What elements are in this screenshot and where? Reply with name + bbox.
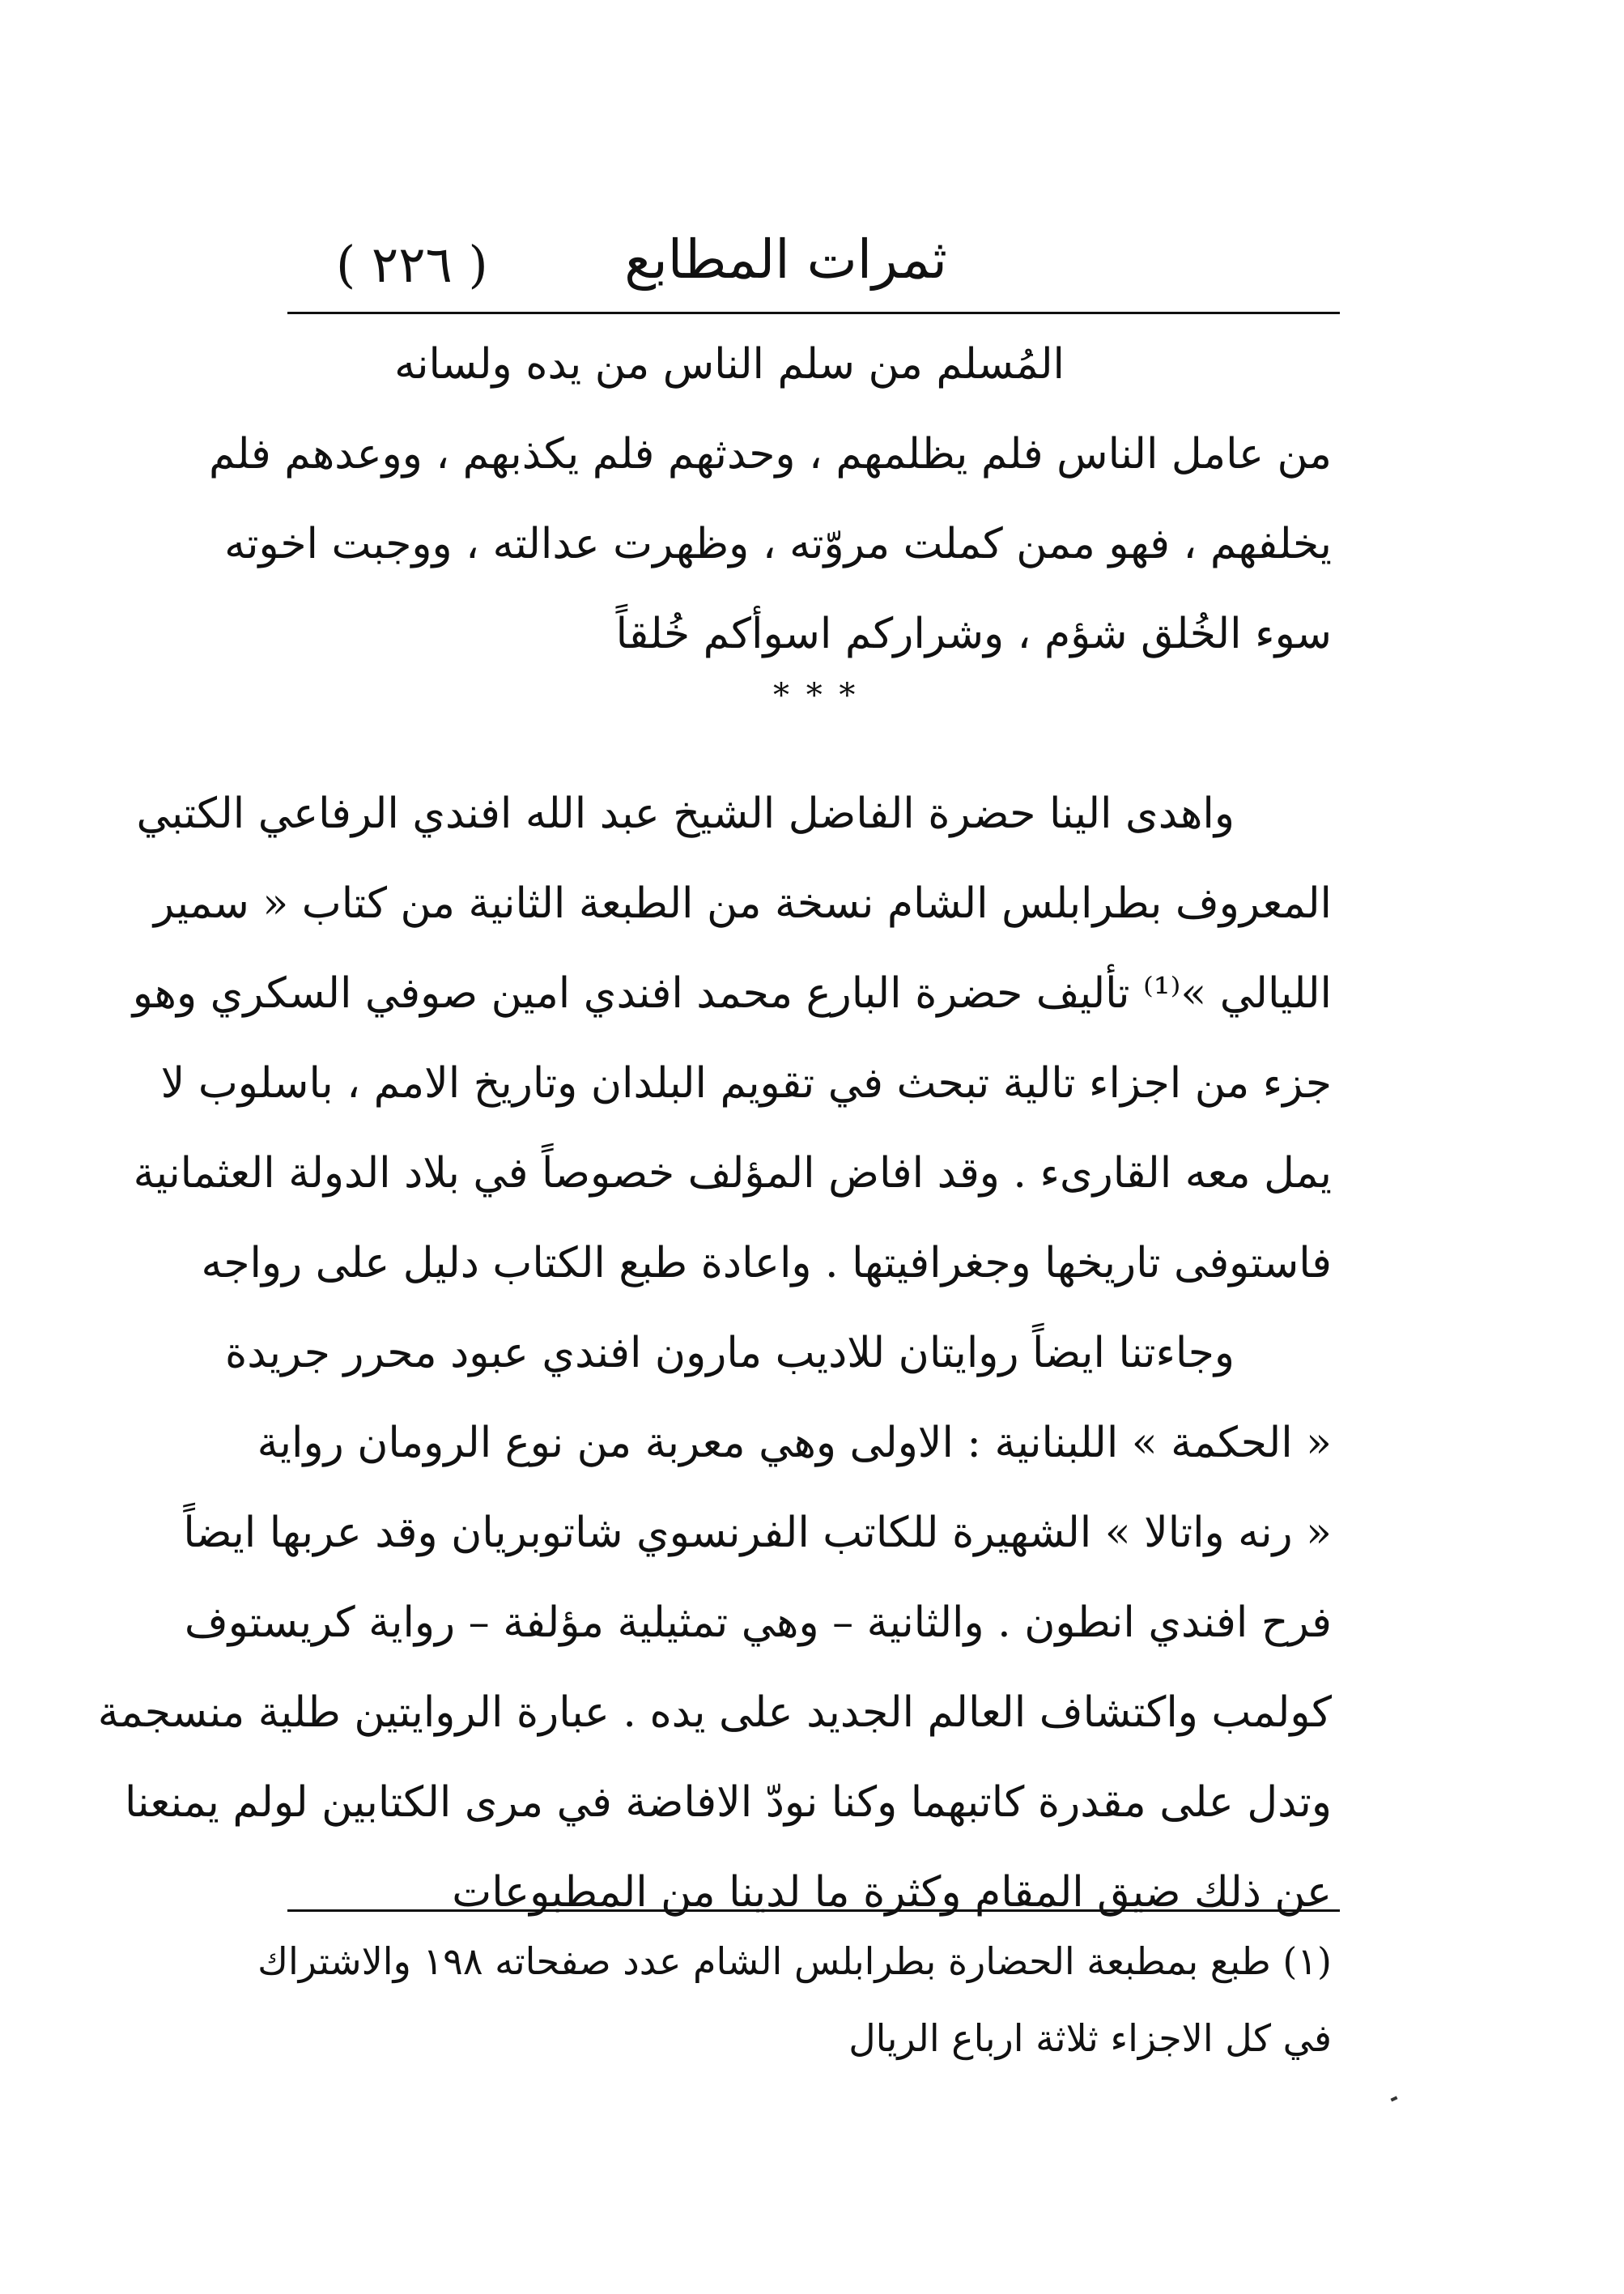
page-header — [287, 219, 1336, 308]
text-line: « رنه واتالا » الشهيرة للكاتب الفرنسوي شاتوبريان وقد عربها ايضاً — [183, 1509, 1332, 1557]
paragraph-2 — [97, 1309, 1332, 1938]
text-line: واهدى الينا حضرة الفاضل الشيخ عبد الله افندي الرفاعي الكتبي — [136, 789, 1235, 838]
footnote-rule — [287, 1909, 1340, 1912]
text-line: المعروف بطرابلس الشام نسخة من الطبعة الثانية من كتاب « سمير — [153, 879, 1332, 928]
footnote-line: (١) طبع بمطبعة الحضارة بطرابلس الشام عدد صفحاته ١٩٨ والاشتراك — [257, 1939, 1332, 1983]
asterism-glyphs: * * * — [773, 677, 859, 714]
verse-line: المُسلم من سلم الناس من يده ولسانه — [394, 340, 1065, 389]
scan-speck — [1391, 2096, 1398, 2101]
verse-line: من عامل الناس فلم يظلمهم ، وحدثهم فلم يكذبهم ، ووعدهم فلم — [209, 430, 1332, 479]
text-line: فرح افندي انطون . والثانية – وهي تمثيلية مؤلفة – رواية كريستوف — [184, 1598, 1332, 1647]
text-line: فاستوفى تاريخها وجغرافيتها . واعادة طبع الكتاب دليل على رواجه — [201, 1239, 1332, 1287]
verse-line: يخلفهم ، فهو ممن كملت مروّته ، وظهرت عدالته ، ووجبت اخوته — [224, 520, 1332, 568]
text-line: وتدل على مقدرة كاتبهما وكنا نودّ الافاضة في مرى الكتابين لولم يمنعنا — [125, 1778, 1332, 1827]
page-number: ( ٢٢٦ ) — [336, 235, 488, 294]
text-line: الليالي »⁽¹⁾ تأليف حضرة البارع محمد افندي امين صوفي السكري وهو — [132, 969, 1332, 1018]
running-title: ثمرات المطابع — [624, 228, 947, 291]
text-line: وجاءتنا ايضاً روايتان للاديب مارون افندي عبود محرر جريدة — [225, 1329, 1235, 1377]
header-rule — [287, 312, 1340, 314]
page-body — [97, 320, 1332, 1938]
verse-line: سوء الخُلق شؤم ، وشراركم اسوأكم خُلقاً — [615, 610, 1332, 658]
footnote-line: في كل الاجزاء ثلاثة ارباع الريال — [848, 2016, 1332, 2060]
paragraph-1 — [132, 769, 1332, 1309]
text-line: عن ذلك ضيق المقام وكثرة ما لدينا من المطبوعات — [452, 1868, 1332, 1917]
section-asterism — [275, 679, 1332, 769]
text-line: « الحكمة » اللبنانية : الاولى وهي معربة من نوع الرومان رواية — [257, 1419, 1332, 1467]
text-line: يمل معه القارىء . وقد افاض المؤلف خصوصاً في بلاد الدولة العثمانية — [133, 1149, 1332, 1198]
footnote — [257, 1923, 1332, 2077]
text-line: جزء من اجزاء تالية تبحث في تقويم البلدان وتاريخ الامم ، باسلوب لا — [160, 1059, 1332, 1108]
text-line: كولمب واكتشاف العالم الجديد على يده . عبارة الروايتين طلية منسجمة — [97, 1688, 1332, 1737]
verse-block — [209, 320, 1332, 679]
